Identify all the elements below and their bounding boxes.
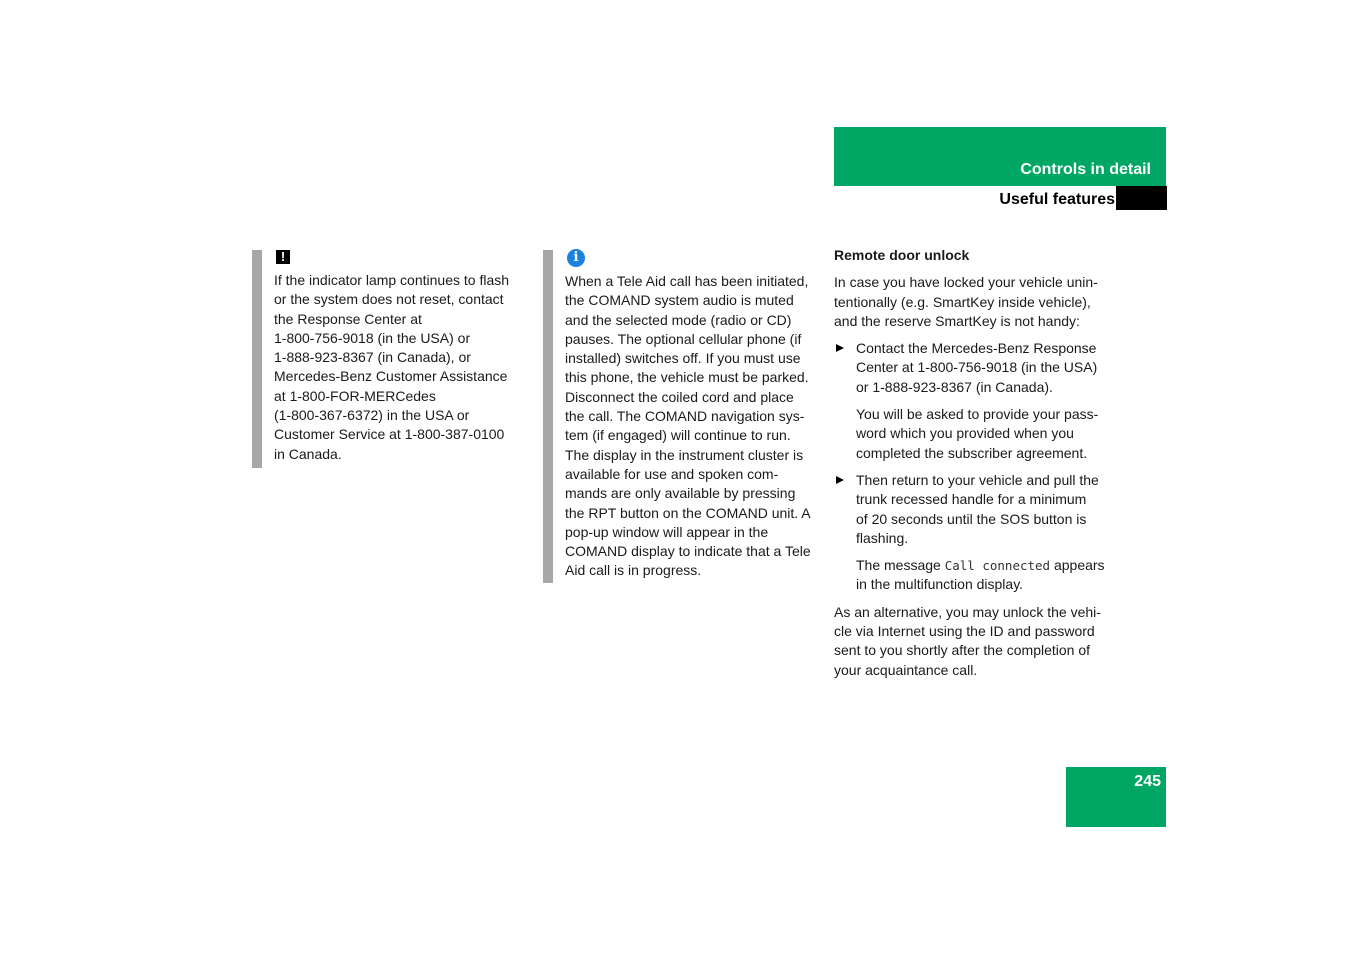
step-2-note [834, 556, 1114, 595]
text-line: In case you have locked your vehicle unin- [834, 274, 1098, 291]
text-line: Customer Service at 1-800-387-0100 [274, 426, 505, 443]
text-line: of 20 seconds until the SOS button is [856, 510, 1087, 527]
info-note-text [565, 272, 823, 581]
text-line: in Canada. [274, 445, 342, 462]
step-1-note [834, 405, 1114, 463]
text-line: 1-888-923-8367 (in Canada), or [274, 349, 471, 366]
text-line: installed) switches off. If you must use [565, 350, 801, 367]
text-line: If the indicator lamp continues to flash [274, 272, 510, 288]
text-line: mands are only available by pressing [565, 485, 796, 502]
warning-note [252, 250, 532, 468]
text-line: You will be asked to provide your pass- [856, 406, 1099, 423]
text-line: flashing. [856, 529, 909, 546]
text-line: and the selected mode (radio or CD) [565, 311, 792, 328]
text-line: The display in the instrument cluster is [565, 446, 804, 463]
text-line: pop-up window will appear in the [565, 523, 769, 540]
text-line: COMAND display to indicate that a Tele [565, 543, 811, 560]
page-number-block [1066, 767, 1166, 827]
text-line: 1-800-756-9018 (in the USA) or [274, 329, 471, 346]
text-line: completed the subscriber agreement. [856, 444, 1088, 461]
text-line: the COMAND system audio is muted [565, 292, 794, 309]
text-line: cle via Internet using the ID and password [834, 623, 1095, 640]
warning-icon: ! [276, 250, 290, 264]
note-side-bar [543, 250, 553, 583]
warning-note-text [274, 271, 532, 464]
text-line: or 1-888-923-8367 (in Canada). [856, 378, 1053, 395]
section-header [834, 127, 1166, 186]
intro-paragraph [834, 273, 1114, 331]
text-line: this phone, the vehicle must be parked. [565, 369, 809, 386]
section-title: Controls in detail [1020, 161, 1151, 178]
text-line: As an alternative, you may unlock the vehi- [834, 603, 1101, 620]
text-line: Contact the Mercedes-Benz Response [856, 340, 1097, 357]
text-line: Then return to your vehicle and pull the [856, 471, 1099, 488]
info-note [543, 250, 823, 583]
text-line: Disconnect the coiled cord and place [565, 388, 794, 405]
subsection-tab-marker [1116, 186, 1167, 210]
text-line: pauses. The optional cellular phone (if [565, 330, 802, 347]
text-line: or the system does not reset, contact [274, 291, 504, 308]
subsection-title: Useful features [999, 191, 1115, 208]
text-line: Mercedes-Benz Customer Assistance [274, 368, 508, 385]
text-line: the call. The COMAND navigation sys- [565, 408, 805, 425]
message-suffix: appears [1053, 557, 1105, 574]
text-line: sent to you shortly after the completion of [834, 642, 1091, 659]
text-line [856, 556, 1114, 575]
text-line: Aid call is in progress. [565, 562, 702, 579]
text-line: the Response Center at [274, 310, 422, 327]
text-line: trunk recessed handle for a minimum [856, 491, 1087, 508]
text-line: word which you provided when you [856, 425, 1074, 442]
text-line: in the multifunction display. [856, 576, 1024, 593]
note-side-bar [252, 250, 262, 468]
page-number: 245 [1134, 773, 1161, 790]
text-line: your acquaintance call. [834, 661, 978, 678]
display-message-code: Call connected [944, 558, 1051, 574]
step-1 [834, 339, 1114, 397]
text-line: the RPT button on the COMAND unit. A [565, 504, 811, 521]
text-line: available for use and spoken com- [565, 465, 779, 482]
text-line: Center at 1-800-756-9018 (in the USA) [856, 359, 1098, 376]
bullet-arrow-icon [836, 344, 844, 352]
text-line: When a Tele Aid call has been initiated, [565, 273, 809, 289]
outro-paragraph [834, 603, 1114, 680]
section-heading: Remote door unlock [834, 247, 970, 263]
info-icon: i [567, 249, 585, 267]
text-line: and the reserve SmartKey is not handy: [834, 312, 1080, 329]
text-line: tem (if engaged) will continue to run. [565, 427, 791, 444]
step-2 [834, 471, 1114, 548]
text-line: tentionally (e.g. SmartKey inside vehicle), [834, 293, 1091, 310]
main-content [834, 246, 1114, 688]
bullet-arrow-icon [836, 476, 844, 484]
message-prefix: The message [856, 557, 941, 574]
text-line: (1-800-367-6372) in the USA or [274, 407, 470, 424]
text-line: at 1-800-FOR-MERCedes [274, 387, 436, 404]
